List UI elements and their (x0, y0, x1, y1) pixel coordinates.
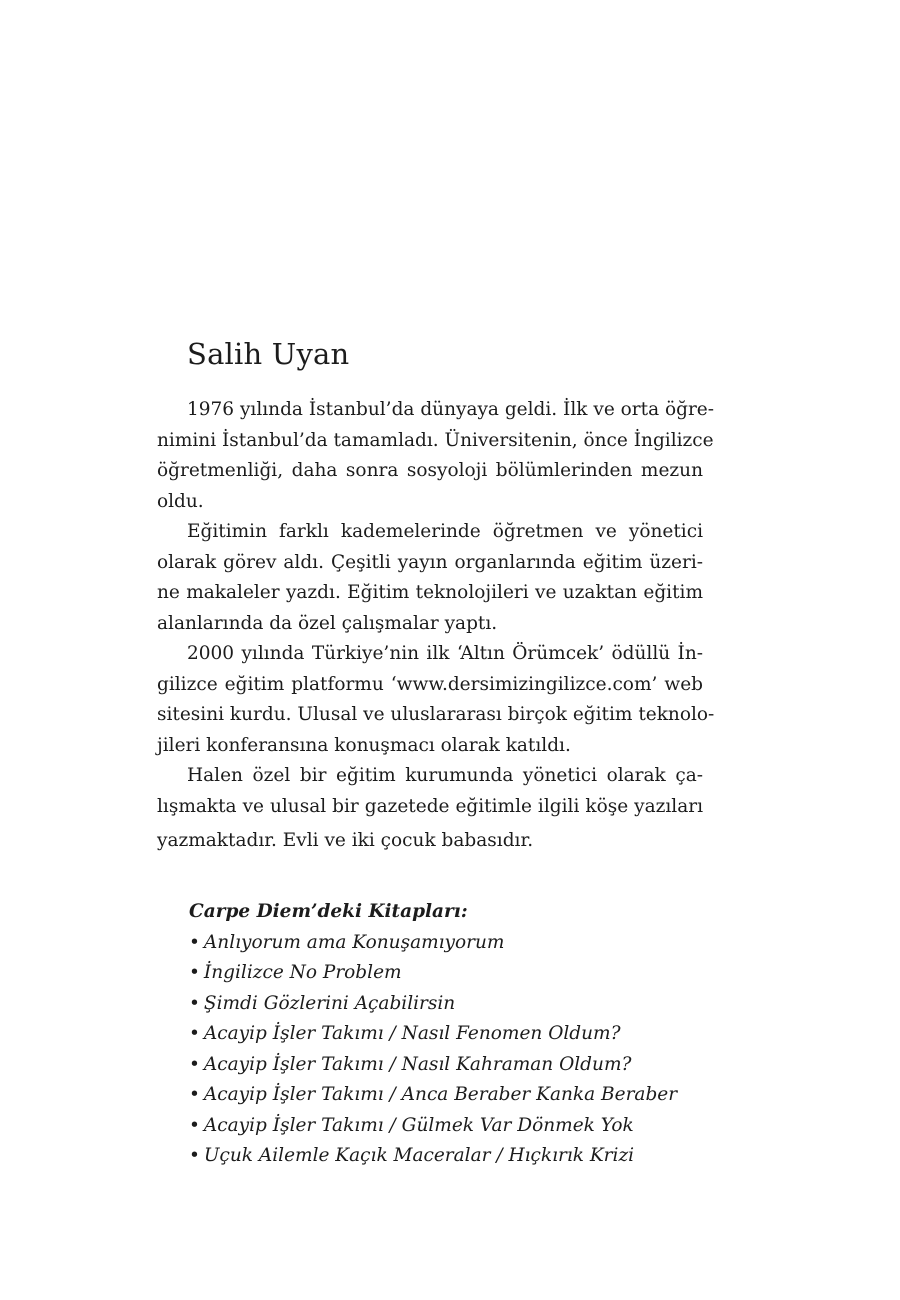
bio-line: jileri konferansına konuşmacı olarak katıldı. (157, 734, 571, 756)
bullet-icon: • (189, 1145, 200, 1166)
bio-line: Eğitimin farklı kademelerinde öğretmen ve yönetici (187, 521, 703, 542)
author-biography (157, 395, 715, 857)
bullet-icon: • (189, 1114, 200, 1136)
bio-line: lışmakta ve ulusal bir gazetede eğitimle ilgili köşe yazıları (157, 795, 703, 817)
book-title: Şimdi Gözlerini Açabilirsin (203, 992, 456, 1014)
bullet-icon: • (189, 931, 200, 953)
list-item (189, 1050, 729, 1081)
bullet-icon: • (189, 1084, 200, 1105)
books-heading: Carpe Diem’deki Kitapları: (189, 901, 468, 922)
author-name: Salih Uyan (187, 337, 350, 371)
book-title: Acayip İşler Takımı / Nasıl Kahraman Oldum? (203, 1053, 632, 1075)
bio-line: sitesini kurdu. Ulusal ve uluslararası birçok eğitim teknolo- (157, 704, 715, 725)
book-title: Acayip İşler Takımı / Gülmek Var Dönmek Yok (203, 1114, 634, 1136)
bio-line: öğretmenliği, daha sonra sosyoloji bölümlerinden mezun (157, 460, 703, 481)
bullet-icon: • (189, 1053, 200, 1075)
book-list (189, 928, 729, 1172)
bio-line: gilizce eğitim platformu ‘www.dersimizingilizce.com’ web (157, 673, 703, 695)
list-item (189, 1080, 729, 1111)
bullet-icon: • (189, 962, 200, 983)
bio-line: oldu. (157, 490, 204, 512)
list-item (189, 1019, 729, 1050)
book-title: İngilizce No Problem (203, 962, 402, 983)
bio-line: nimini İstanbul’da tamamladı. Üniversitenin, önce İngilizce (157, 429, 714, 451)
bio-line: ne makaleler yazdı. Eğitim teknolojileri ve uzaktan eğitim (157, 582, 703, 603)
bio-line: 1976 yılında İstanbul’da dünyaya geldi. İlk ve orta öğre- (187, 399, 715, 420)
book-title: Uçuk Ailemle Kaçık Maceralar / Hıçkırık Krizi (203, 1145, 635, 1166)
book-title: Acayip İşler Takımı / Nasıl Fenomen Oldum? (203, 1023, 621, 1044)
bullet-icon: • (189, 992, 200, 1014)
bio-line: 2000 yılında Türkiye’nin ilk ‘Altın Örümcek’ ödüllü İn- (187, 643, 703, 664)
list-item (189, 1111, 729, 1142)
bio-line: alanlarında da özel çalışmalar yaptı. (157, 612, 498, 634)
list-item (189, 958, 729, 989)
bio-line: Halen özel bir eğitim kurumunda yönetici olarak ça- (187, 765, 703, 786)
books-section (189, 897, 729, 1172)
bio-line: olarak görev aldı. Çeşitli yayın organlarında eğitim üzeri- (157, 551, 703, 573)
list-item (189, 989, 729, 1020)
book-title: Acayip İşler Takımı / Anca Beraber Kanka Beraber (203, 1084, 678, 1105)
list-item (189, 928, 729, 959)
book-title: Anlıyorum ama Konuşamıyorum (203, 931, 505, 953)
bio-line: yazmaktadır. Evli ve iki çocuk babasıdır. (157, 830, 534, 851)
list-item (189, 1141, 729, 1172)
bullet-icon: • (189, 1023, 200, 1044)
